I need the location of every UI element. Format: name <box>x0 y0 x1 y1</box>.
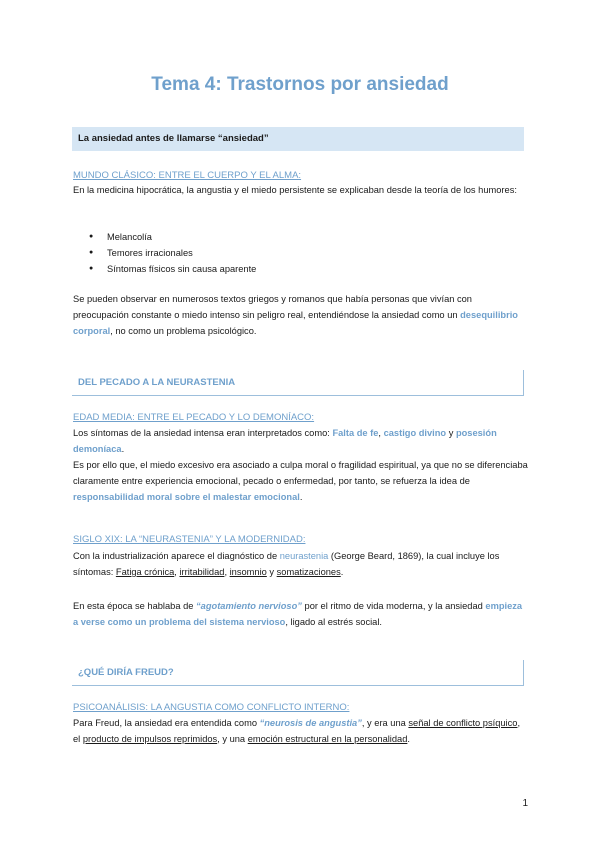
page-number: 1 <box>522 798 528 809</box>
highlight-responsabilidad: responsabilidad moral sobre el malestar emocional <box>73 492 300 502</box>
highlight-neurosis: “neurosis de angustia” <box>259 718 362 728</box>
section-header-2: DEL PECADO A LA NEURASTENIA <box>72 370 524 396</box>
paragraph-textos-griegos: Se pueden observar en numerosos textos griegos y romanos que había personas que vivían con preocupación constante o miedo intenso sin peligro real, entendiéndose la ansiedad como un desequilibrio corporal, no como un problema psicológico. <box>73 294 518 336</box>
highlight-sistema-nervioso: empieza a verse como un problema del sistema nervioso <box>73 601 523 627</box>
list-item: ● Melancolía <box>89 229 256 245</box>
list-item: ● Síntomas físicos sin causa aparente <box>89 261 256 277</box>
heading-mundo-clasico: MUNDO CLÁSICO: ENTRE EL CUERPO Y EL ALMA: <box>73 170 302 181</box>
paragraph-humores: En la medicina hipocrática, la angustia y el miedo persistente se explicaban desde la teoría de los humores: <box>73 185 517 195</box>
section-header-3: ¿QUÉ DIRÍA FREUD? <box>72 660 524 686</box>
heading-psicoanalisis: PSICOANÁLISIS: LA ANGUSTIA COMO CONFLICTO INTERNO: <box>73 702 350 713</box>
highlight-agotamiento: “agotamiento nervioso” <box>196 601 302 611</box>
paragraph-freud: Para Freud, la ansiedad era entendida como “neurosis de angustia”, y era una señal de conflicto psíquico, el producto de impulsos reprimidos, y una emoción estructural en la personalidad. <box>73 718 521 744</box>
section-header-1: La ansiedad antes de llamarse “ansiedad” <box>72 127 524 151</box>
highlight-neurastenia: neurastenia <box>279 551 329 561</box>
highlight-posesion: posesión demoníaca <box>73 428 497 454</box>
highlight-castigo: castigo divino <box>383 428 447 438</box>
symptom-list <box>89 229 256 277</box>
heading-edad-media: EDAD MEDIA: ENTRE EL PECADO Y LO DEMONÍACO: <box>73 412 315 423</box>
paragraph-edad-media-2: Es por ello que, el miedo excesivo era asociado a culpa moral o fragilidad espiritual, ya que no se diferenciaba claramente entre experiencia emocional, pecado o enfermedad, por tanto, se refuerza la idea de responsabilidad moral sobre el malestar emocional. <box>73 460 528 502</box>
highlight-desequilibrio: desequilibrio corporal <box>73 310 518 336</box>
list-item: ● Temores irracionales <box>89 245 256 261</box>
page-title: Tema 4: Trastornos por ansiedad <box>151 74 449 95</box>
highlight-falta-fe: Falta de fe <box>332 428 379 438</box>
paragraph-edad-media-1: Los síntomas de la ansiedad intensa eran interpretados como: Falta de fe, castigo divino y posesión demoníaca. <box>73 428 497 454</box>
paragraph-neurastenia: Con la industrialización aparece el diagnóstico de neurastenia (George Beard, 1869), la cual incluye los síntomas: Fatiga crónica, irritabilidad, insomnio y somatizaciones. <box>73 551 500 577</box>
paragraph-agotamiento: En esta época se hablaba de “agotamiento nervioso” por el ritmo de vida moderna, y la ansiedad empieza a verse como un problema del sistema nervioso, ligado al estrés social. <box>73 601 523 627</box>
heading-siglo-xix: SIGLO XIX: LA “NEURASTENIA” Y LA MODERNIDAD: <box>73 534 306 545</box>
